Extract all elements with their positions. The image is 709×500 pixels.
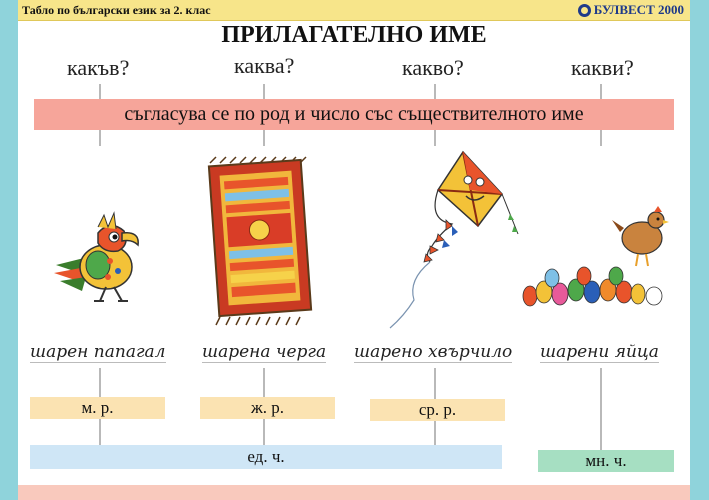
poster: [18, 0, 690, 500]
connector-line: [99, 130, 101, 146]
header-bar: [18, 0, 690, 21]
connector-line: [600, 130, 602, 146]
parrot-illustration: [48, 205, 158, 305]
connector-line: [600, 368, 602, 450]
brand-mark-icon: [578, 4, 591, 17]
tag-masculine: м. р.: [30, 397, 165, 419]
phrase-neuter: шарено хвърчило: [354, 342, 513, 362]
kite-illustration: [368, 150, 518, 335]
tag-singular: ед. ч.: [30, 445, 502, 469]
bottom-strip: [18, 485, 690, 500]
connector-line: [434, 421, 436, 445]
connector-line: [434, 368, 436, 399]
tag-plural: мн. ч.: [538, 450, 674, 472]
question-plural: какви?: [571, 55, 634, 80]
connector-line: [434, 130, 436, 146]
parrot-icon: [54, 213, 138, 301]
kite-icon: [390, 152, 518, 328]
rug-illustration: [204, 157, 324, 327]
connector-line: [263, 84, 265, 99]
phrase-plural: шарени яйца: [540, 342, 659, 362]
question-masculine: какъв?: [67, 55, 130, 80]
question-neuter: какво?: [402, 55, 464, 80]
brand-logo: [578, 2, 684, 18]
rug-icon: [209, 157, 311, 325]
phrase-masculine: шарен папагал: [30, 342, 166, 362]
agreement-band: съгласува се по род и число със съществителното име: [34, 99, 674, 130]
connector-line: [263, 419, 265, 445]
connector-line: [263, 368, 265, 397]
connector-line: [99, 368, 101, 397]
connector-line: [600, 84, 602, 99]
connector-line: [99, 84, 101, 99]
header-title: Табло по български език за 2. клас: [22, 3, 211, 17]
page-title: ПРИЛАГАТЕЛНО ИМЕ: [221, 22, 487, 48]
tag-neuter: ср. р.: [370, 399, 505, 421]
brand-name: БУЛВЕСТ 2000: [593, 2, 684, 17]
hen-eggs-illustration: [520, 208, 670, 313]
tag-feminine: ж. р.: [200, 397, 335, 419]
hen-eggs-icon: [523, 206, 669, 306]
phrase-feminine: шарена черга: [202, 342, 327, 362]
question-feminine: каква?: [234, 53, 295, 78]
connector-line: [263, 130, 265, 146]
connector-line: [434, 84, 436, 99]
connector-line: [99, 419, 101, 445]
